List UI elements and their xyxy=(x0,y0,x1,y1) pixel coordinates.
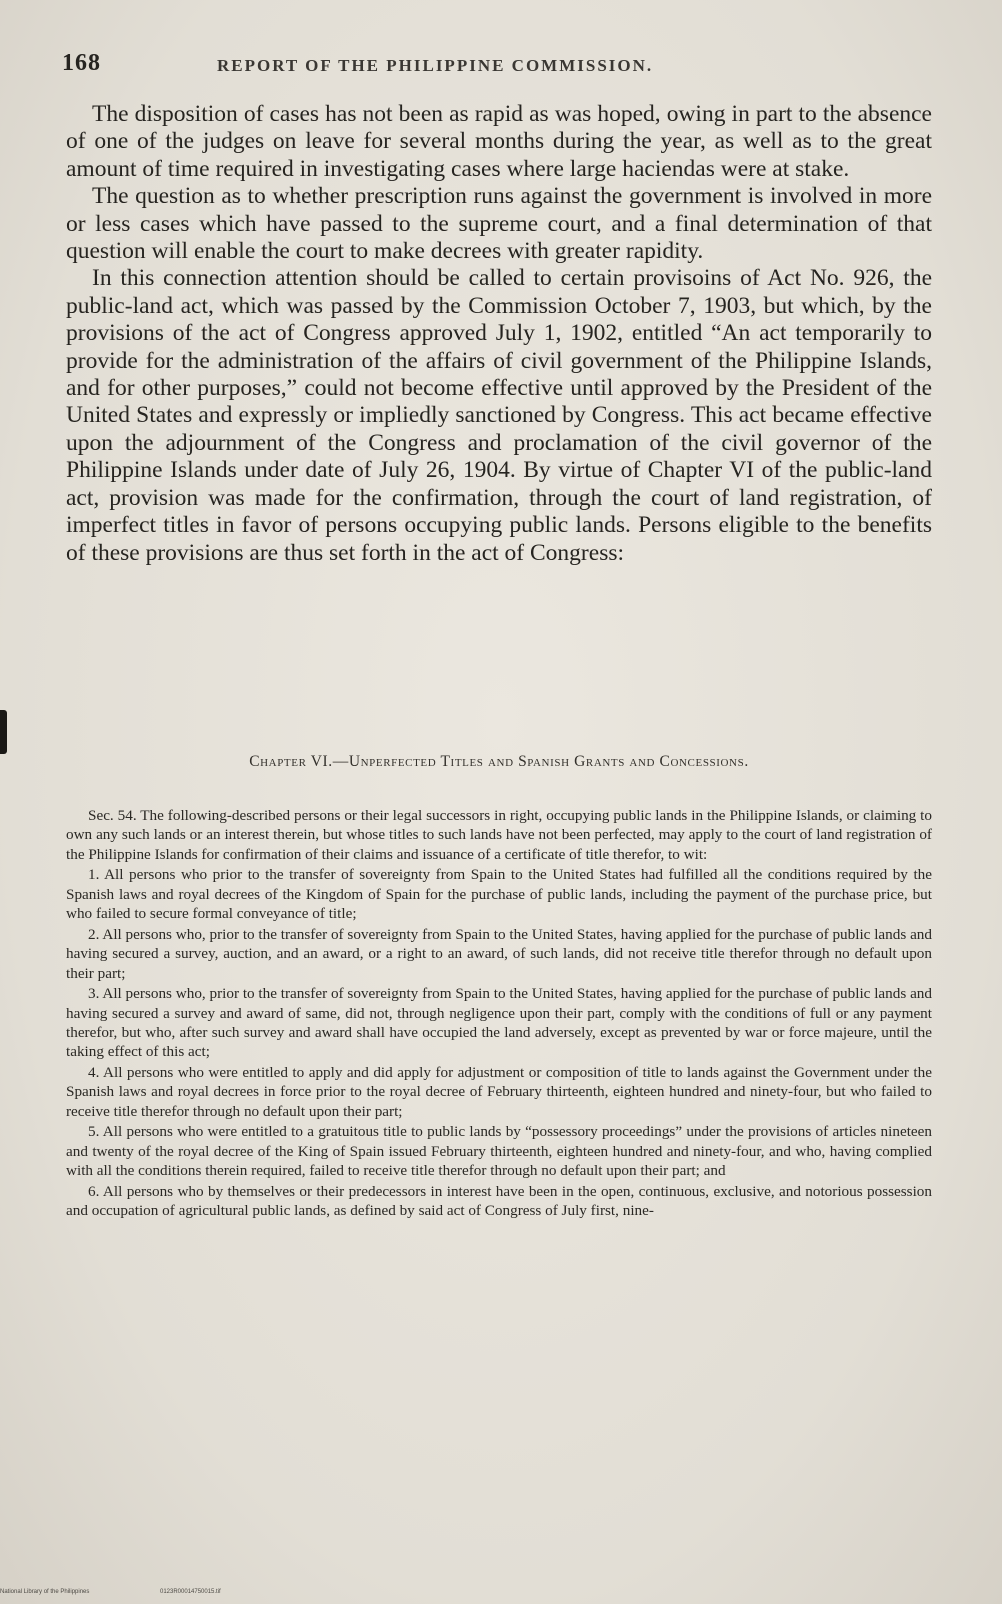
body-text xyxy=(66,101,932,567)
statute-paragraph: 2. All persons who, prior to the transfer of sovereignty from Spain to the United States, having applied for the purchase of public lands and having secured a survey, auction, and an award, or a right to an award, of such lands, did not receive title therefor through no default upon their part; xyxy=(66,925,932,982)
page-number: 168 xyxy=(62,50,101,76)
statute-paragraph: 3. All persons who, prior to the transfer of sovereignty from Spain to the United States, having applied for the purchase of public lands and having secured a survey and award of same, did not, through negligence upon their part, comply with the conditions of full or any payment therefor, but who, after such survey and award shall have occupied the land adversely, except as prevented by war or force majeure, until the taking effect of this act; xyxy=(66,985,932,1061)
footer-library: National Library of the Philippines xyxy=(0,1589,90,1595)
binding-edge-mark xyxy=(0,710,7,754)
statute-paragraph: 6. All persons who by themselves or their predecessors in interest have been in the open, continuous, exclusive, and notorious possession and occupation of agricultural public lands, as defined by said act of Congress of July first, nine- xyxy=(66,1182,932,1220)
body-paragraph: The disposition of cases has not been as rapid as was hoped, owing in part to the absence of one of the judges on leave for several months during the year, as well as to the great amount of time required in investigating cases where large haciendas were at stake. xyxy=(66,101,932,182)
running-head: REPORT OF THE PHILIPPINE COMMISSION. xyxy=(217,56,654,75)
statute-text xyxy=(66,806,932,1222)
chapter-heading: Chapter VI.—Unperfected Titles and Spanish Grants and Concessions. xyxy=(249,753,749,770)
statute-paragraph: 5. All persons who were entitled to a gratuitous title to public lands by “possessory proceedings” under the provisions of articles nineteen and twenty of the royal decree of the King of Spain issued February thirteenth, eighteen hundred and ninety-four, and who, having complied with all the conditions therein required, failed to receive title therefor through no default upon their part; and xyxy=(66,1123,932,1180)
statute-paragraph: 1. All persons who prior to the transfer of sovereignty from Spain to the United States had fulfilled all the conditions required by the Spanish laws and royal decrees of the Kingdom of Spain for the purchase of public lands, including the payment of the purchase price, but who failed to secure formal conveyance of title; xyxy=(66,866,932,923)
body-paragraph: The question as to whether prescription runs against the government is involved in more or less cases which have passed to the supreme court, and a final determination of that question will enable the court to make decrees with greater rapidity. xyxy=(66,183,932,265)
body-paragraph: In this connection attention should be called to certain provisoins of Act No. 926, the public-land act, which was passed by the Commission October 7, 1903, but which, by the provisions of the act of Congress approved July 1, 1902, entitled “An act temporarily to provide for the administration of the affairs of civil government of the Philippine Islands, and for other purposes,” could not become effective until approved by the President of the United States and expressly or impliedly sanctioned by Congress. This act became effective upon the adjournment of the Congress and proclamation of the civil governor of the Philippine Islands under date of July 26, 1904. By virtue of Chapter VI of the public-land act, provision was made for the confirmation, through the court of land registration, of imperfect titles in favor of persons occupying public lands. Persons eligible to the benefits of these provisions are thus set forth in the act of Congress: xyxy=(66,265,932,566)
page-header xyxy=(62,50,934,84)
footer-identifier: 0123R00014750015.tif xyxy=(160,1589,221,1595)
statute-paragraph: Sec. 54. The following-described persons or their legal successors in right, occupying public lands in the Philippine Islands, or claiming to own any such lands or an interest therein, but whose titles to such lands have not been perfected, may apply to the court of land registration of the Philippine Islands for confirmation of their claims and issuance of a certificate of title therefor, to wit: xyxy=(66,807,932,863)
statute-paragraph: 4. All persons who were entitled to apply and did apply for adjustment or composition of title to lands against the Government under the Spanish laws and royal decrees in force prior to the royal decree of February thirteenth, eighteen hundred and ninety-four, but who failed to receive title therefor through no default upon their part; xyxy=(66,1063,932,1120)
